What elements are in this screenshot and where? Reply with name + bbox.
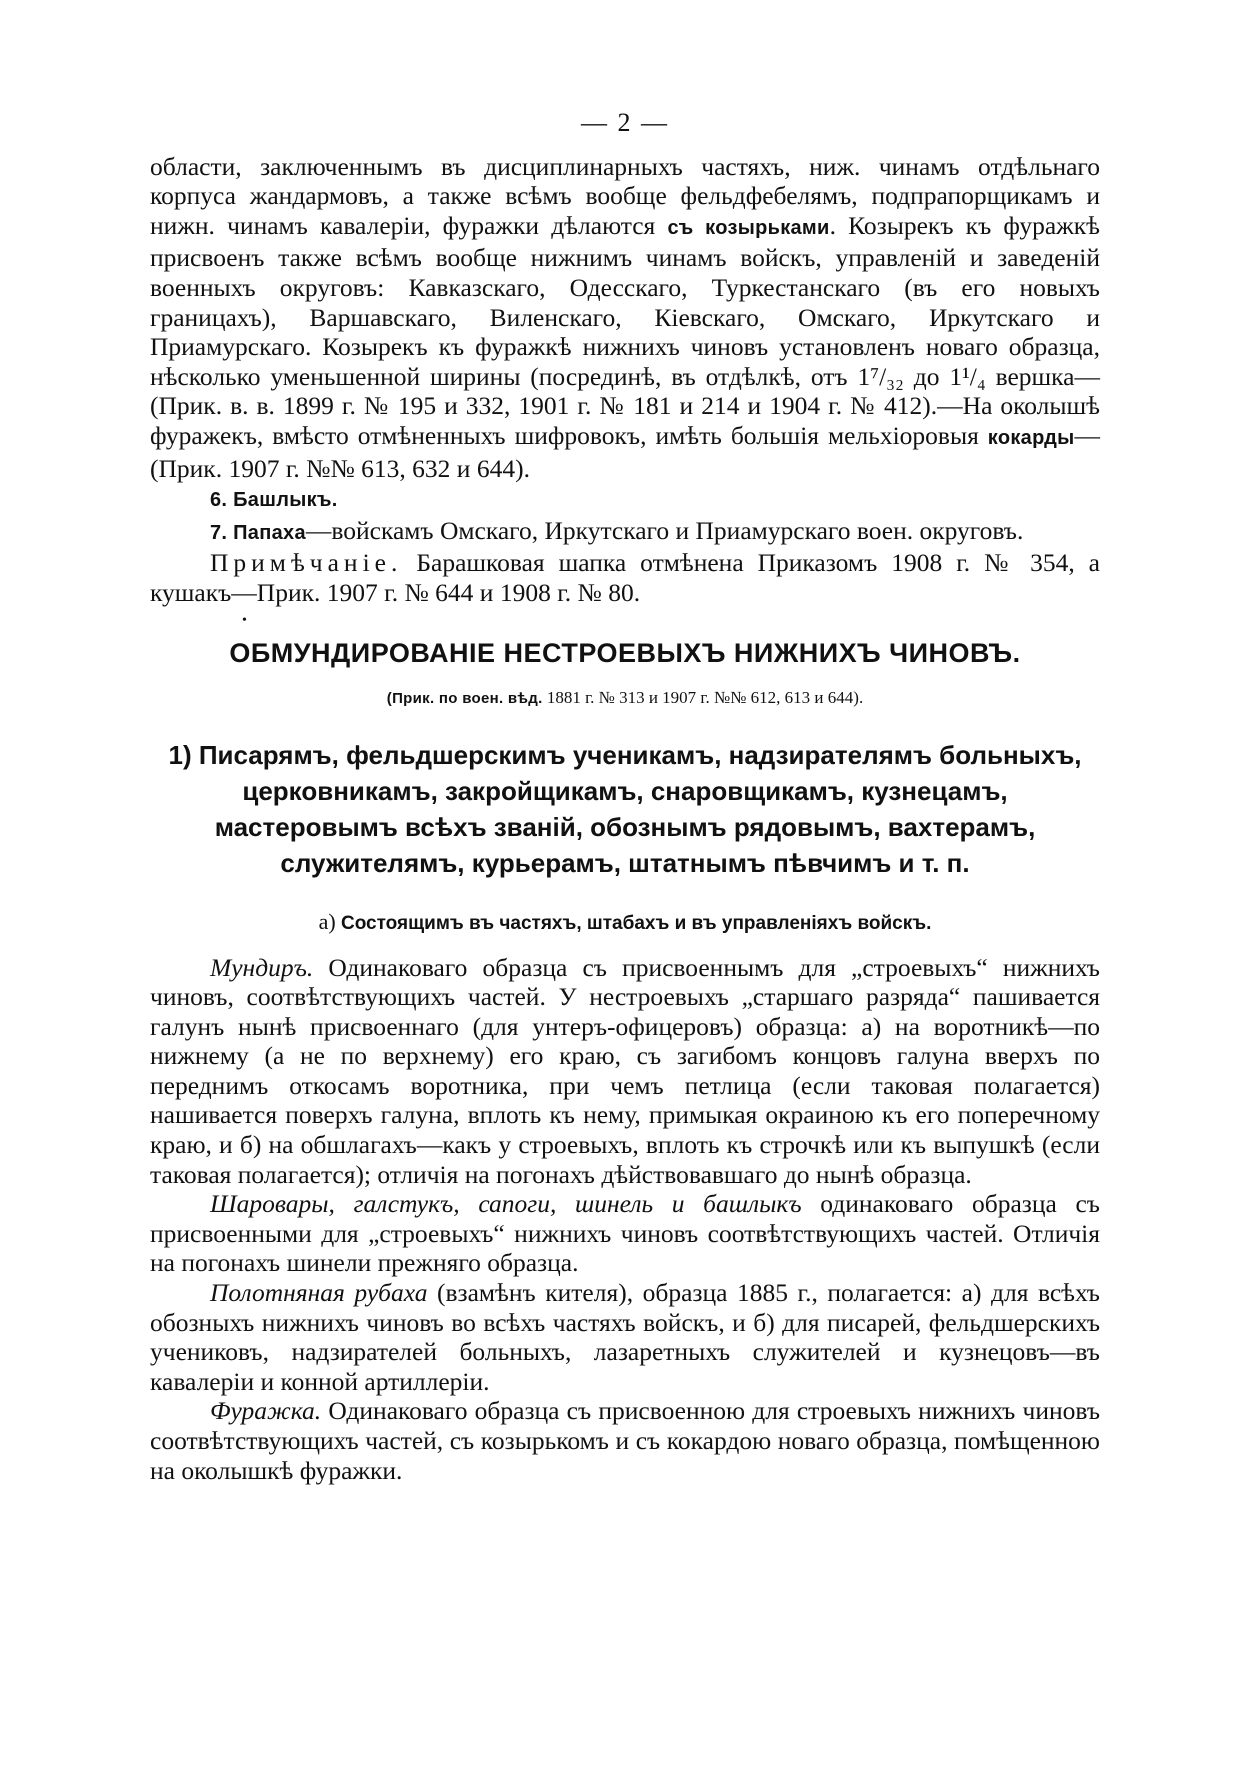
note-label: Примѣчаніе.	[210, 548, 403, 578]
subsub-letter: а)	[318, 908, 336, 934]
subsubsection-heading	[150, 909, 1100, 937]
paragraph-text: одинаковаго образца съ присвоенными для „строевыхъ“ нижнихъ чиновъ соотвѣтствующихъ частей. Отличія на погонахъ шинели прежняго образца.	[150, 1189, 1100, 1278]
page-number: — 2 —	[581, 108, 669, 137]
paragraph-text: Одинаковаго образца съ присвоенною для строевыхъ нижнихъ чиновъ соотвѣтствующихъ частей, съ козырькомъ и съ кокардою новаго образца, помѣщенною на околышкѣ фуражки.	[150, 1396, 1100, 1485]
paragraph-rubakha	[150, 1278, 1100, 1396]
note-text: Барашковая шапка отмѣнена Приказомъ 1908 г. № 354, а кушакъ—Прик. 1907 г. № 644 и 1908 г. № 80.	[150, 548, 1100, 607]
item-bashlyk	[150, 483, 1100, 516]
text-run: . Козырекъ къ фуражкѣ присвоенъ также всѣмъ вообще нижнимъ чинамъ войскъ, управленій и заведеній военныхъ округовъ: Кавказскаго, Одесскаго, Туркестанскаго (въ его новыхъ границахъ), Варшавскаго, Виленскаго, Кіевскаго, Омскаго, Иркутскаго и Приамурскаго. Козырекъ къ фуражкѣ нижнихъ чиновъ установленъ новаго образца, нѣсколько уменьшенной ширины (посрединѣ, въ отдѣлкѣ, отъ 1⁷/₃₂ до 1¹/₄ вершка—(Прик. в. в. 1899 г. № 195 и 332, 1901 г. № 181 и 214 и 1904 г. № 412).—На околышѣ фуражекъ, вмѣсто отмѣненныхъ шифровокъ, имѣть большія мельхіоровыя	[150, 210, 1100, 450]
item-papakha	[150, 516, 1100, 549]
text-run: —(Прик. 1907 г. №№ 613, 632 и 644).	[150, 420, 1100, 483]
paragraph-mundir	[150, 953, 1100, 1190]
text-run: области, заключеннымъ въ дисциплинарныхъ частяхъ, ниж. чинамъ отдѣльнаго корпуса жандармовъ, а также всѣмъ вообще фельдфебелямъ, подпрапорщикамъ и нижн. чинамъ кавалеріи, фуражки дѣлаются	[150, 151, 1100, 240]
ref-bold: (Прик. по воен. вѣд.	[386, 689, 543, 707]
paragraph-text: (взамѣнъ кителя), образца 1885 г., полагается: а) для всѣхъ обозныхъ нижнихъ чиновъ во всѣхъ частяхъ войскъ, и б) для писарей, фельдшерскихъ учениковъ, надзирателей больныхъ, лазаретныхъ служителей и кузнецовъ—въ кавалеріи и конной артиллеріи.	[150, 1278, 1100, 1396]
paragraph-term: Шаровары, галстукъ, сапоги, шинель и башлыкъ	[210, 1189, 802, 1219]
paragraph-term: Фуражка.	[210, 1396, 322, 1426]
paragraph-text: Одинаковаго образца съ присвоеннымъ для „строевыхъ“ нижнихъ чиновъ, соотвѣтствующихъ частей. У нестроевыхъ „старшаго разряда“ пашивается галунъ нынѣ присвоеннаго (для унтеръ-офицеровъ) образца: а) на воротникѣ—по нижнему (а не по верхнему) его краю, съ загибомъ концовъ галуна вверхъ по переднимъ откосамъ воротника, при чемъ петлица (если таковая полагается) нашивается поверхъ галуна, вплоть къ нему, примыкая окраиною къ его поперечному краю, и б) на обшлагахъ—какъ у строевыхъ, вплоть къ строчкѣ или къ выпушкѣ (если таковая полагается); отличія на погонахъ дѣйствовавшаго до нынѣ образца.	[150, 952, 1100, 1189]
subsection-heading: 1) Писарямъ, фельдшерскимъ ученикамъ, надзирателямъ больныхъ, церковникамъ, закройщикамъ, снаровщикамъ, кузнецамъ, мастеровымъ всѣхъ званій, обознымъ рядовымъ, вахтерамъ, служителямъ, курьерамъ, штатнымъ пѣвчимъ и т. п.	[168, 739, 1082, 878]
paragraph-furazhka	[150, 1396, 1100, 1485]
paragraph-caps	[150, 152, 1100, 484]
section-reference	[150, 686, 1100, 711]
paragraph-term: Полотняная рубаха	[210, 1278, 428, 1308]
bold-term: съ козырьками	[667, 216, 830, 239]
item-label: 6. Башлыкъ.	[210, 489, 338, 512]
document-page	[150, 108, 1100, 1485]
bullet-mark: •	[242, 612, 247, 628]
paragraph-term: Мундиръ.	[210, 952, 314, 982]
item-text: —войскамъ Омскаго, Иркутскаго и Приамурскаго воен. округовъ.	[305, 515, 1024, 545]
note-paragraph	[150, 548, 1100, 607]
section-title: ОБМУНДИРОВАНІЕ НЕСТРОЕВЫХЪ НИЖНИХЪ ЧИНОВЪ.	[229, 637, 1021, 668]
bold-term: кокарды	[987, 426, 1075, 449]
subsub-text: Состоящимъ въ частяхъ, штабахъ и въ управленіяхъ войскъ.	[335, 912, 932, 934]
paragraph-sharovary	[150, 1189, 1100, 1278]
ref-text: 1881 г. № 313 и 1907 г. №№ 612, 613 и 644).	[542, 687, 864, 707]
item-label: 7. Папаха	[210, 521, 306, 544]
